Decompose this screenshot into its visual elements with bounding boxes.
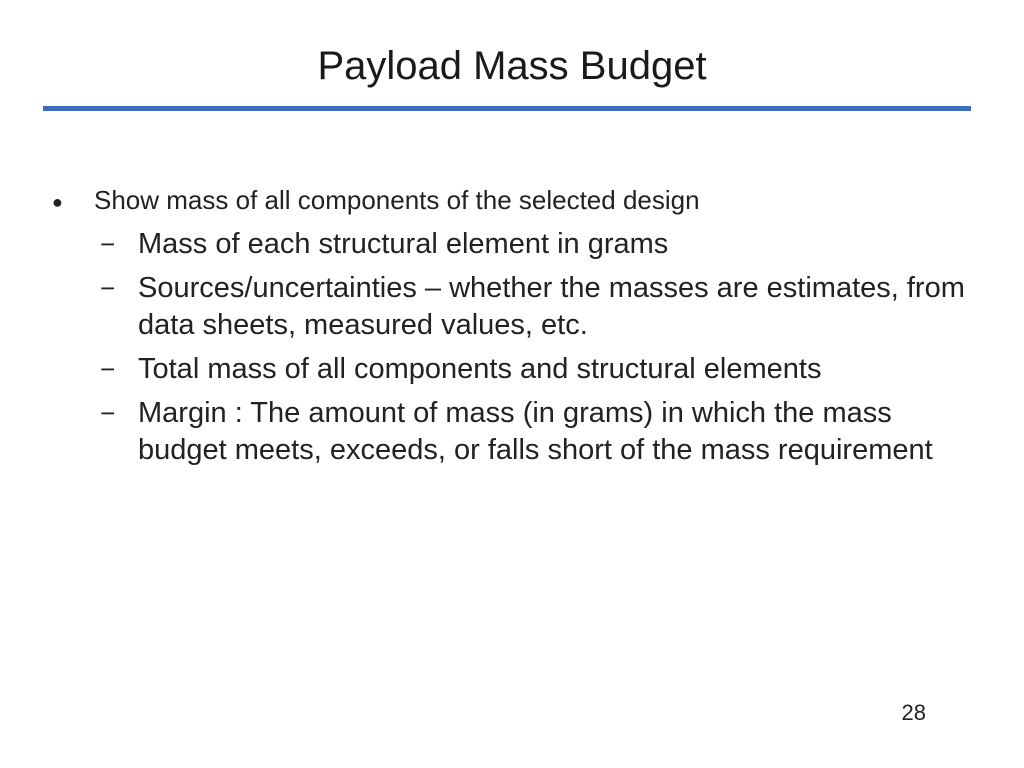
sub-bullet-text: Margin : The amount of mass (in grams) in which the mass budget meets, exceeds, or falls short of the mass requirement	[138, 397, 933, 466]
sub-bullet-item	[52, 270, 972, 344]
sub-bullet-text: Total mass of all components and structural elements	[138, 353, 822, 385]
sub-bullet-text: Sources/uncertainties – whether the masses are estimates, from data sheets, measured values, etc.	[138, 272, 965, 341]
sub-bullet-text: Mass of each structural element in grams	[138, 228, 669, 260]
dash-icon: −	[100, 398, 116, 428]
dash-icon: −	[100, 354, 116, 384]
slide-content	[52, 180, 972, 476]
bullet-dot-icon: ●	[52, 192, 63, 212]
title-divider	[43, 106, 971, 111]
page-number: 28	[901, 700, 926, 725]
bullet-text: Show mass of all components of the selected design	[94, 185, 700, 215]
bullet-item	[52, 180, 972, 224]
slide-title: Payload Mass Budget	[317, 44, 707, 88]
dash-icon: −	[100, 229, 116, 259]
sub-bullet-list	[52, 226, 972, 469]
sub-bullet-item	[52, 351, 972, 388]
sub-bullet-item	[52, 395, 972, 469]
sub-bullet-item	[52, 226, 972, 263]
dash-icon: −	[100, 273, 116, 303]
